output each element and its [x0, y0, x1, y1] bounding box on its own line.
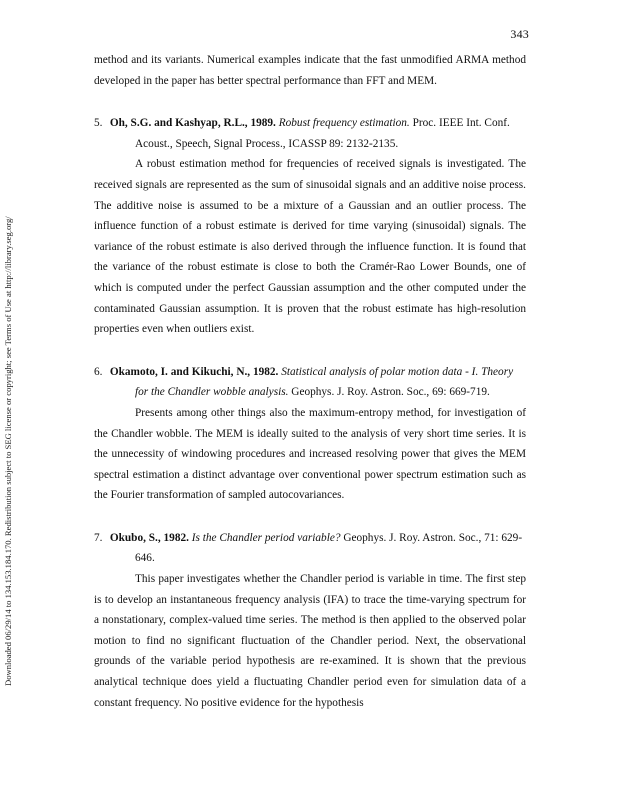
- reference-summary: Presents among other things also the maximum-entropy method, for investigation of the Chandler wobble. The MEM is ideally suited to the analysis of very short time series. It is the unnecessity of windowing procedures and increased resolving power that gives the MEM spectral estimation a distinct advantage over conventional power spectrum estimation such as the Fourier transformation of sampled autocovariances.: [94, 406, 526, 502]
- continued-paragraph: method and its variants. Numerical examples indicate that the fast unmodified ARMA method developed in the paper has better spectral performance than FFT and MEM.: [94, 54, 526, 87]
- reference-title: Statistical analysis of polar motion data - I. Theory for the Chandler wobble analysis.: [135, 365, 514, 399]
- reference-authors: Okubo, S., 1982.: [109, 531, 189, 544]
- page-body: [94, 50, 526, 713]
- reference-title: Is the Chandler period variable?: [191, 531, 341, 544]
- reference-authors: Okamoto, I. and Kikuchi, N., 1982.: [109, 365, 279, 378]
- reference-title: Robust frequency estimation.: [278, 117, 410, 130]
- reference-summary: A robust estimation method for frequencies of received signals is investigated. The received signals are represented as the sum of sinusoidal signals and an additive noise process. The additive noise is assumed to be a mixture of a Gaussian and an outlier process. The influence function of a robust estimate is derived for time varying (sinusoidal) signals. The variance of the robust estimate is also derived through the influence function. It is found that the variance of the robust estimate is close to both the Cramér-Rao Lower Bounds, one of which is computed under the perfect Gaussian assumption and the other computed under the contaminated Gaussian assumption. It is proven that the robust estimate has high-resolution properties even when outliers exist.: [94, 158, 526, 336]
- reference-entry-5: [94, 113, 526, 340]
- reference-source: Proc. IEEE Int. Conf. Acoust., Speech, Signal Process., ICASSP 89: 2132-2135.: [135, 117, 510, 150]
- reference-citation: [94, 528, 526, 569]
- reference-number: 6.: [94, 365, 103, 378]
- reference-entry-7: [94, 528, 526, 713]
- reference-citation: [94, 113, 526, 154]
- download-notice: Downloaded 06/29/14 to 134.153.184.170. Redistribution subject to SEG license or copyright; see Terms of Use at http://library.seg.org/: [3, 216, 13, 686]
- page-number: 343: [510, 27, 529, 41]
- reference-entry-6: [94, 362, 526, 506]
- reference-number: 5.: [94, 117, 103, 130]
- reference-summary: This paper investigates whether the Chandler period is variable in time. The first step is to develop an instantaneous frequency analysis (IFA) to trace the time-varying spectrum for a nonstationary, complex-valued time series. The method is then applied to the observed polar motion to find no significant fluctuation of the Chandler period. Next, the observational grounds of the variable period hypothesis are re-examined. It is shown that the previous analytical technique does yield a fluctuating Chandler period even for simulation data of a constant frequency. No positive evidence for the hypothesis: [94, 573, 526, 709]
- reference-citation: [94, 362, 526, 403]
- reference-authors: Oh, S.G. and Kashyap, R.L., 1989.: [109, 117, 276, 130]
- reference-source: Geophys. J. Roy. Astron. Soc., 71: 629-646.: [135, 531, 523, 565]
- reference-source: Geophys. J. Roy. Astron. Soc., 69: 669-719.: [291, 386, 490, 399]
- reference-number: 7.: [94, 531, 103, 544]
